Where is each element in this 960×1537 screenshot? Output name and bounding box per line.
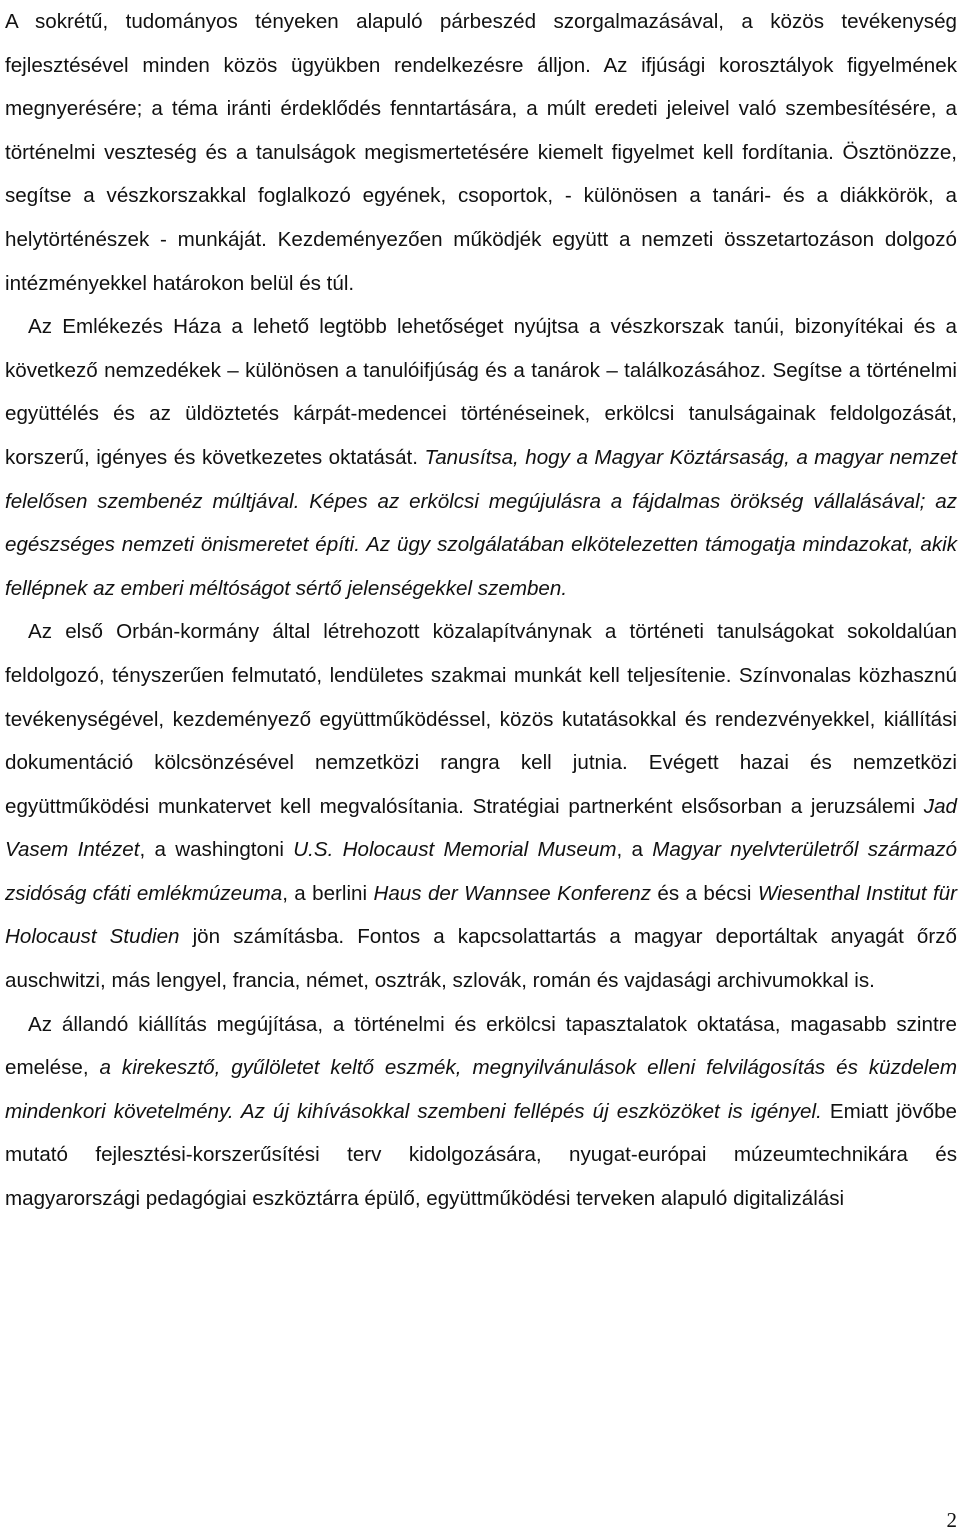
document-page: [5, 0, 957, 1221]
paragraph-3-text-a: Az első Orbán-kormány által létrehozott közalapítványnak a történeti tanulságokat sokoldalúan feldolgozó, tényszerűen felmutató, lendületes szakmai munkát kell teljesítenie. Színvonalas közhasznú tevékenységével, kezdeményező együttműködéssel, közös kutatásokkal és rendezvényekkel, kiállítási dokumentáció kölcsönzésével nemzetközi rangra kell jutnia. Evégett hazai és nemzetközi együttműködési munkatervet kell megvalósítania. Stratégiai partnerként elsősorban a jeruzsálemi: [5, 620, 957, 818]
paragraph-2-text: Az Emlékezés Háza a lehető legtöbb lehetőséget nyújtsa a vészkorszak tanúi, bizonyítékai és a következő nemzedékek – különösen a tanulóifjúság és a tanárok – találkozásához. Segítse a történelmi együttélés és az üldöztetés kárpát-medencei történéseinek, erkölcsi tanulságainak feldolgozását, korszerű, igényes és következetes oktatását.: [5, 315, 957, 469]
paragraph-4-text-a: Az állandó kiállítás megújítása, a történelmi és erkölcsi tapasztalatok oktatása, magasabb szintre emelése,: [5, 1012, 957, 1080]
paragraph-2: [5, 305, 957, 610]
page-number: 2: [946, 1508, 957, 1532]
paragraph-3-text-e: és a bécsi: [651, 881, 758, 905]
paragraph-2-italic-text: Tanusítsa, hogy a Magyar Köztársaság, a magyar nemzet felelősen szembenéz múltjával. Képes az erkölcsi megújulásra a fájdalmas örökség vállalásával; az egészséges nemzeti önismeretet építi. Az ügy szolgálatában elkötelezetten támogatja mindazokat, akik fellépnek az emberi méltóságot sértő jelenségekkel szemben.: [5, 445, 957, 600]
institution-ushmm: U.S. Holocaust Memorial Museum: [293, 838, 617, 862]
paragraph-3-text-f: jön számításba. Fontos a kapcsolattartás a magyar deportáltak anyagát őrző auschwitzi, más lengyel, francia, német, osztrák, szlovák, román és vajdasági archivumokkal is.: [5, 925, 957, 993]
institution-jad-vasem: Jad Vasem Intézet: [5, 794, 957, 862]
paragraph-3-text-b: , a washingtoni: [139, 838, 294, 862]
paragraph-4-italic-text: a kirekesztő, gyűlöletet keltő eszmék, megnyilvánulások elleni felvilágosítás és küzdelem mindenkori követelmény. Az új kihívásokkal szembeni fellépés új eszközöket is igényel.: [5, 1056, 957, 1123]
institution-wiesenthal: Wiesenthal Institut für Holocaust Studien: [5, 881, 958, 949]
institution-wannsee: Haus der Wannsee Konferenz: [373, 881, 651, 905]
paragraph-1: [5, 0, 957, 305]
institution-cfat-museum: Magyar nyelvterületről származó zsidóság cfáti emlékmúzeuma: [5, 838, 957, 905]
paragraph-3: [5, 610, 957, 1002]
paragraph-4-text-b: Emiatt jövőbe mutató fejlesztési-korszerűsítési terv kidolgozására, nyugat-európai múzeumtechnikára és magyarországi pedagógiai eszköztárra épülő, együttműködési terveken alapuló digitalizálási: [5, 1099, 957, 1211]
paragraph-4: [5, 1003, 957, 1221]
paragraph-3-text-c: , a: [616, 838, 653, 862]
paragraph-1-text: A sokrétű, tudományos tényeken alapuló párbeszéd szorgalmazásával, a közös tevékenység fejlesztésével minden közös ügyükben rendelkezésre álljon. Az ifjúsági korosztályok figyelmének megnyerésére; a téma iránti érdeklődés fenntartására, a múlt eredeti jeleivel való szembesítésére, a történelmi veszteség és a tanulságok megismertetésére kiemelt figyelmet kell fordítania. Ösztönözze, segítse a vészkorszakkal foglalkozó egyének, csoportok, - különösen a tanári- és a diákkörök, a helytörténészek - munkáját. Kezdeményezően működjék együtt a nemzeti összetartozáson dolgozó intézményekkel határokon belül és túl.: [5, 10, 957, 295]
paragraph-3-text-d: , a berlini: [282, 881, 374, 905]
